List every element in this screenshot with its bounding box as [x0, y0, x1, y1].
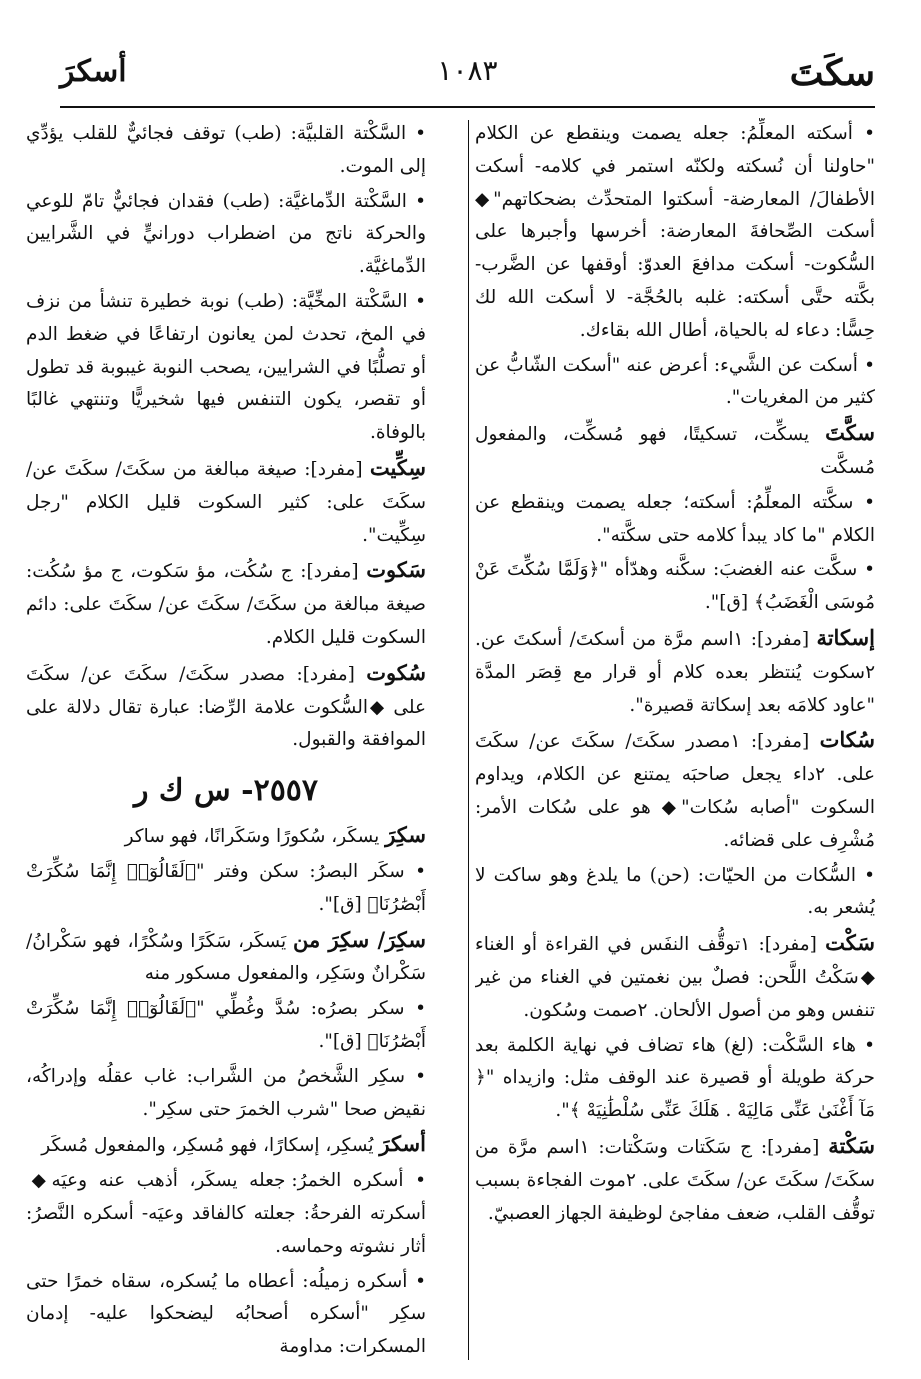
sense-entry: [475, 1030, 875, 1128]
headword: سَكْتة: [828, 1132, 875, 1158]
sense-entry: [475, 860, 875, 926]
headword: أسكرَ: [379, 1131, 426, 1157]
sense-entry: [475, 487, 875, 553]
column-divider: [468, 120, 469, 1360]
definition-text: (لغ) هاء تضاف في نهاية الكلمة بعد حركة طويلة أو قصيرة عند الوقف مثل: وازيداه "﴿ مَآ أَغْنَىٰ عَنِّى مَالِيَهْ . هَلَكَ عَنِّى سُلْطَٰنِيَهْ ﴾".: [475, 1034, 875, 1122]
headword-entry: [26, 924, 426, 992]
headword-entry: [475, 417, 875, 485]
sense-lead: • أسكره الخمرُ:: [291, 1170, 426, 1192]
headword: سَكوت: [366, 557, 426, 583]
left-column-entries-bottom: [26, 819, 426, 1363]
left-column-entries-top: [26, 118, 426, 757]
headword-entry: [475, 1130, 875, 1230]
sense-entry: [475, 350, 875, 416]
sense-lead: • سكر بصرُه:: [310, 998, 426, 1020]
headword: سِكِّيت: [369, 454, 426, 480]
definition-text: [مفرد]: ج سُكُت، مؤ سَكوت، ج مؤ سُكُت: صيغة مبالغة من سكَتَ/ سكَتَ عن/ سكَتَ على: دائم السكوت قليل الكلام.: [26, 561, 426, 648]
sense-lead: • سكَّته المعلِّمُ:: [746, 491, 875, 513]
headword: سُكات: [819, 727, 875, 753]
definition-text: يسكَر، سُكورًا وسَكَرانًا، فهو ساكر: [124, 826, 386, 848]
header-keyword-right: سكَتَ: [789, 52, 875, 94]
definition-text: (حن) ما يلدغ وهو ساكت لا يُشعر به.: [475, 864, 875, 919]
sense-lead: • سكِر الشَّخصُ من الشَّراب:: [186, 1065, 426, 1087]
definition-text: يُسكِر، إسكارًا، فهو مُسكِر، والمفعول مُسكَر: [41, 1135, 380, 1157]
definition-text: [مفرد]: ١اسم مرَّة من أسكتَ/ أسكتَ عن. ٢سكوت يُنتظر بعده كلام أو قرار مع قِصَر المدَّة "عاود كلامَه بعد إسكاتة قصيرة".: [475, 628, 875, 716]
header-keyword-left: أسكرَ: [60, 54, 127, 89]
page-header: [60, 40, 875, 100]
definition-text: (طب) فقدان فجائيٌّ تامّ للوعي والحركة ناتج من اضطراب دورانيٍّ في الشَّرايين الدِّماغيَّة.: [26, 190, 426, 278]
headword: سكِرَ: [385, 822, 426, 848]
headword-entry: [26, 1128, 426, 1163]
sense-entry: [26, 856, 426, 922]
sense-entry: [26, 118, 426, 184]
page-number: ١٠٨٣: [437, 54, 498, 87]
definition-text: [مفرد]: صيغة مبالغة من سكَتَ/ سكَتَ عن/ سكَتَ على: كثير السكوت قليل الكلام "رجل سِكِّيت".: [26, 458, 426, 546]
definition-text: (طب) توقف فجائيٌّ للقلب يؤدِّي إلى الموت.: [26, 123, 426, 177]
definition-text: جعله يسكَر، أذهب عنه وعيَه◆ أسكرته الفرحةُ: جعلته كالفاقد وعيَه- أسكره النَّصرُ: أثار نشوته وحماسه.: [26, 1170, 426, 1257]
definition-text: يسكِّت، تسكيتًا، فهو مُسكِّت، والمفعول مُسكَّت: [475, 424, 875, 478]
sense-lead: • السَّكْتة المخِّيَّة:: [291, 290, 426, 312]
headword-entry: [475, 622, 875, 722]
definition-text: [مفرد]: ١توقُّف النفَس في القراءة أو الغناء ◆سَكْتُ اللَّحن: فصلٌ بين نغمتين في الغناء من غير تنفس وهو من أصول الألحان. ٢صمت وسُكون.: [475, 934, 875, 1021]
definition-text: أعرض عنه "أسكت الشّابُّ عن كثير من المغريات".: [475, 354, 875, 409]
sense-lead: • أسكت عن الشَّيء:: [713, 354, 875, 376]
headword: سَكْت: [825, 930, 875, 956]
sense-lead: • سكَّت عنه الغضبَ:: [712, 559, 875, 581]
sense-lead: • سكَر البصرُ:: [309, 860, 426, 882]
definition-text: غاب عقلُه وإدراكُه، نقيض صحا "شرب الخمرَ حتى سكِر".: [26, 1065, 426, 1120]
headword: سكِرَ/ سكِرَ من: [293, 926, 426, 952]
sense-entry: [26, 286, 426, 450]
sense-lead: • السَّكْتة الدِّماغيَّة:: [278, 190, 426, 212]
headword-entry: [26, 657, 426, 757]
right-column-entries: [475, 118, 875, 1230]
sense-lead: • السُّكات من الحيّات:: [697, 864, 875, 886]
headword-entry: [26, 452, 426, 552]
definition-text: [مفرد]: ١مصدر سكَتَ/ سكَتَ عن/ سكَتَ على. ٢داء يجعل صاحبَه يمتنع عن الكلام، ويداوم السكوت "أصابه سُكات"◆ هو على سُكات الأمر: مُشْرِف على قضائه.: [475, 731, 875, 851]
definition-text: يَسكَر، سَكَرًا وسُكْرًا، فهو سَكْرانُ/ سَكْرانٌ وسَكِر، والمفعول مسكور منه: [26, 930, 426, 985]
sense-entry: [475, 118, 875, 348]
header-rule: [60, 106, 875, 108]
definition-text: سُدَّ وغُطِّي "﴿لَقَالُوٓا۟ إِنَّمَا سُكِّرَتْ أَبْصَٰرُنَا﴾ [ق]".: [26, 998, 426, 1052]
headword-entry: [475, 724, 875, 857]
left-column: [26, 118, 426, 1363]
definition-text: سكن وفتر "﴿لَقَالُوٓا۟ إِنَّمَا سُكِّرَتْ أَبْصَٰرُنَا﴾ [ق]".: [26, 860, 426, 915]
sense-entry: [26, 1165, 426, 1263]
sense-entry: [26, 993, 426, 1059]
headword: سكَّتَ: [825, 420, 875, 446]
sense-entry: [26, 186, 426, 284]
sense-entry: [26, 1061, 426, 1127]
root-title: ٢٥٥٧- س ك ر: [133, 773, 319, 809]
sense-entry: [475, 554, 875, 620]
definition-text: [مفرد]: ج سَكَتات وسَكْتات: ١اسم مرَّة من سكَتَ/ سكَتَ عن/ سكَتَ على. ٢موت الفجاءة بسبب توقُّف القلب، ضعف مفاجئ لوظيفة الجهاز العصبيّ.: [475, 1136, 875, 1224]
sense-lead: • أسكره زميلُه:: [302, 1270, 426, 1292]
sense-lead: • السَّكْتة القلبيَّة:: [290, 123, 426, 144]
definition-text: أسكته؛ جعله يصمت وينقطع عن الكلام "ما كاد يبدأ كلامه حتى سكَّته".: [475, 491, 875, 546]
headword-entry: [26, 819, 426, 854]
definition-text: سكَّنه وهدّأه "﴿وَلَمَّا سُكِّتَ عَنْ مُوسَى الْغَضَبُ﴾ [ق]".: [475, 559, 875, 614]
headword: إسكاتة: [816, 624, 875, 650]
sense-entry: [26, 1266, 426, 1364]
definition-text: جعله يصمت وينقطع عن الكلام "حاولنا أن نُسكته ولكنّه استمر في كلامه- أسكت الأطفالَ/ المعارضة- أسكتوا المتحدِّث بضحكاتهم"◆ أسكت الصِّحافةَ المعارضة: أخرسها وأجبرها على السُّكوت- أسكت مدافعَ العدوّ: أوقفها عن الضَّرب- بكَّته حتَّى أسكته: غلبه بالحُجَّة- لا أسكت الله لك حِسًّا: دعاء له بالحياة، أطال الله بقاءك.: [475, 123, 875, 341]
definition-text: [مفرد]: مصدر سكَتَ/ سكَتَ عن/ سكَتَ على ◆السُّكوت علامة الرِّضا: عبارة تقال دلالة على الموافقة والقبول.: [26, 663, 426, 751]
definition-text: (طب) نوبة خطيرة تنشأ من نزف في المخ، تحدث لمن يعانون ارتفاعًا في ضغط الدم أو تصلُّبًا في الشرايين، يصحب النوبة غيبوبة قد تطول أو تقصر، يكون التنفس فيها شخيريًّا وتنتهي غالبًا بالوفاة.: [26, 290, 426, 444]
headword-entry: [475, 927, 875, 1027]
headword-entry: [26, 554, 426, 654]
definition-text: أعطاه ما يُسكره، سقاه خمرًا حتى سكِر "أسكره أصحابُه ليضحكوا عليه- إدمان المسكرات: مداومة: [26, 1270, 426, 1358]
headword: سُكوت: [366, 659, 426, 685]
sense-lead: • أسكته المعلِّمُ:: [740, 123, 875, 144]
right-column: [475, 118, 875, 1363]
sense-lead: • هاء السَّكْت:: [761, 1034, 875, 1056]
